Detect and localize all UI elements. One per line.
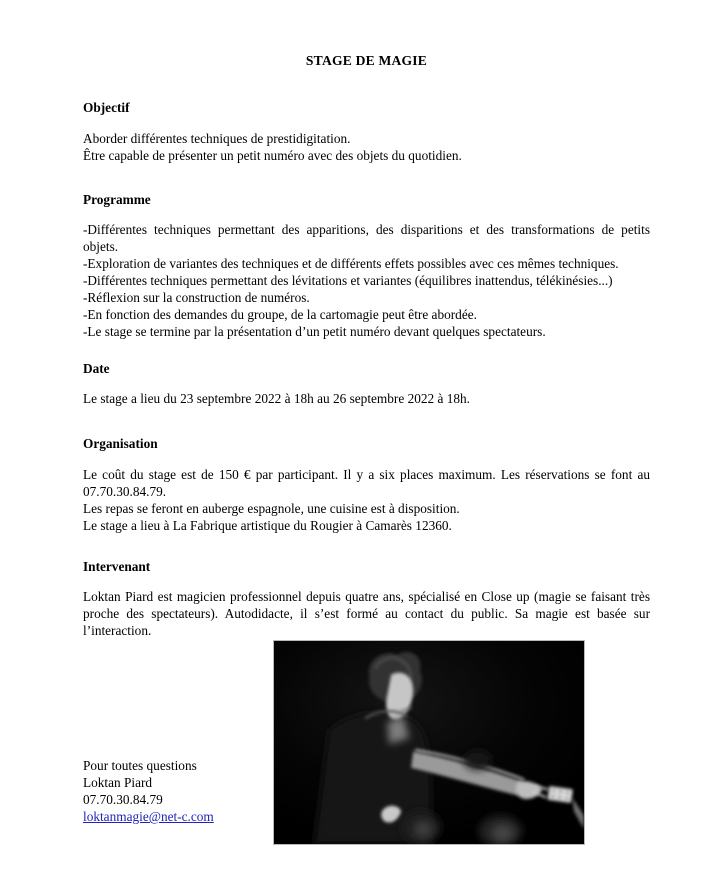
- magician-photo: [273, 640, 585, 845]
- intervenant-line: l’interaction.: [83, 623, 152, 638]
- document-title: STAGE DE MAGIE: [305, 53, 428, 68]
- programme-item-line: -En fonction des demandes du groupe, de la cartomagie peut être abordée.: [83, 307, 477, 322]
- objectif-line: Être capable de présenter un petit numéro avec des objets du quotidien.: [83, 148, 462, 163]
- contact-email-link[interactable]: loktanmagie@net-c.com: [83, 809, 214, 824]
- objectif-line: Aborder différentes techniques de prestidigitation.: [83, 131, 351, 146]
- organisation-line: Les repas se feront en auberge espagnole, une cuisine est à disposition.: [83, 501, 460, 516]
- programme-item-line: -Exploration de variantes des techniques et de différents effets possibles avec ces mêmes techniques.: [83, 256, 619, 271]
- heading-programme: Programme: [83, 192, 151, 207]
- organisation-line: Le coût du stage est de 150 € par participant. Il y a six places maximum. Les réservations se font au: [83, 467, 650, 482]
- magician-photo-graphic: [274, 641, 584, 844]
- intervenant-line: Loktan Piard est magicien professionnel depuis quatre ans, spécialisé en Close up (magie se faisant très: [83, 589, 650, 604]
- date-line: Le stage a lieu du 23 septembre 2022 à 18h au 26 septembre 2022 à 18h.: [83, 391, 470, 406]
- organisation-line: Le stage a lieu à La Fabrique artistique du Rougier à Camarès 12360.: [83, 518, 452, 533]
- contact-phone: 07.70.30.84.79: [83, 792, 163, 807]
- programme-item-line: -Différentes techniques permettant des lévitations et variantes (équilibres inattendus, télékinésies...): [83, 273, 613, 288]
- intervenant-line: proche des spectateurs). Autodidacte, il s’est formé au contact du public. Sa magie est basée sur: [83, 606, 650, 621]
- heading-organisation: Organisation: [83, 436, 158, 451]
- contact-line: Loktan Piard: [83, 775, 153, 790]
- programme-item-line: -Le stage se termine par la présentation d’un petit numéro devant quelques spectateurs.: [83, 324, 546, 339]
- programme-list: [83, 221, 650, 340]
- programme-item-line: -Réflexion sur la construction de numéros.: [83, 290, 310, 305]
- objectif-paragraph: [83, 130, 650, 164]
- heading-intervenant: Intervenant: [83, 559, 151, 574]
- programme-item-line: objets.: [83, 239, 119, 254]
- intervenant-paragraph: [83, 588, 650, 639]
- date-paragraph: [83, 390, 650, 407]
- programme-item-line: -Différentes techniques permettant des apparitions, des disparitions et des transformations de petits: [83, 222, 650, 237]
- organisation-paragraph: [83, 466, 650, 534]
- organisation-line: 07.70.30.84.79.: [83, 484, 167, 499]
- heading-date: Date: [83, 361, 110, 376]
- heading-objectif: Objectif: [83, 100, 130, 115]
- contact-line: Pour toutes questions: [83, 758, 197, 773]
